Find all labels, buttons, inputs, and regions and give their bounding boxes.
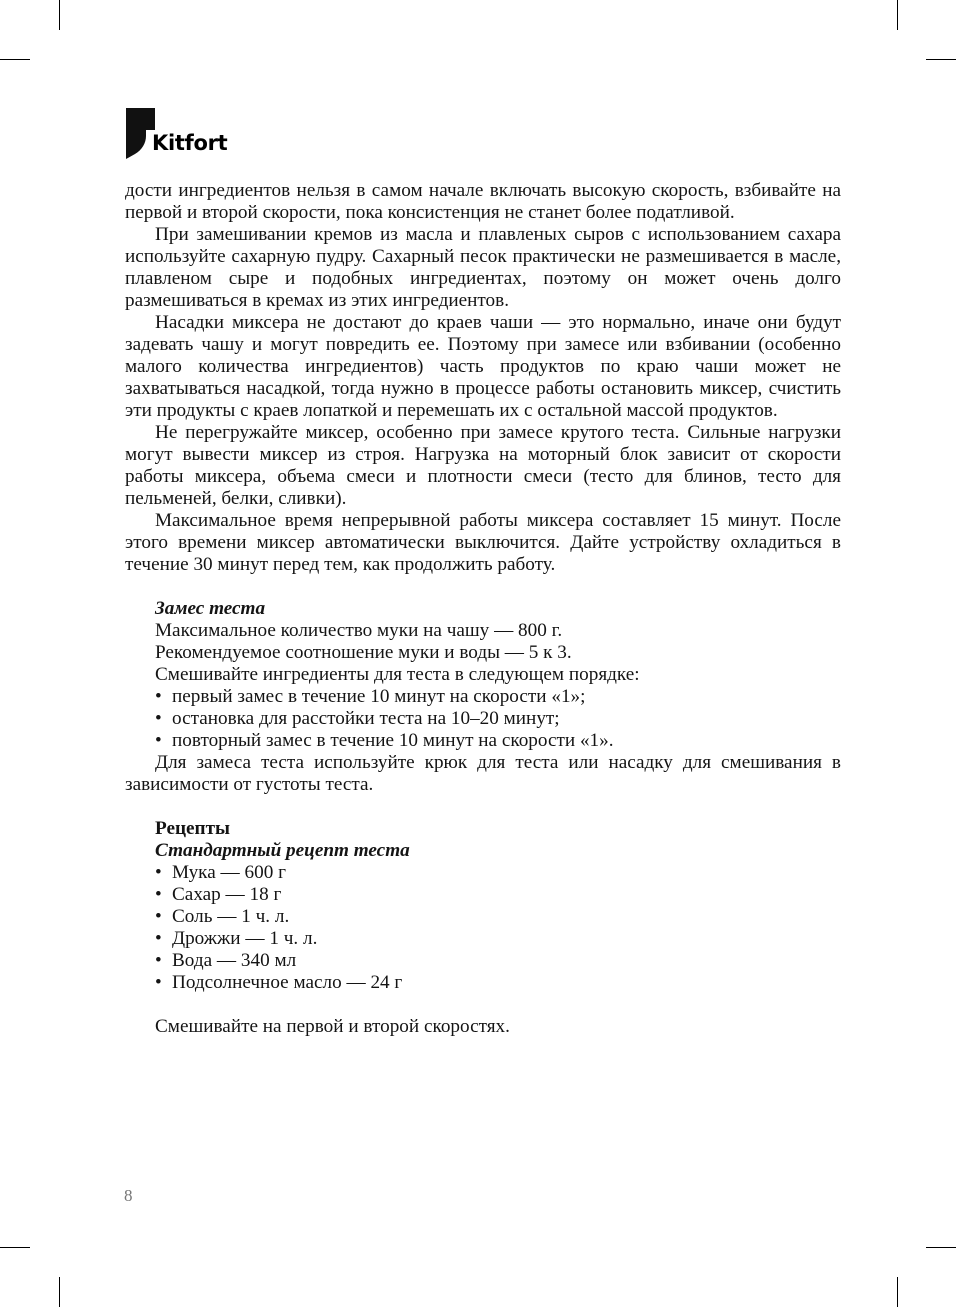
crop-mark	[926, 59, 956, 60]
recipe-title: Стандартный рецепт теста	[155, 840, 410, 861]
paragraph: Не перегружайте миксер, особенно при замесе крутого теста. Сильные нагрузки могут вывести миксер из строя. Нагрузка на моторный блок зависит от скорости работы миксера, объема смеси и плотности смеси (тесто для блинов, тесто для пельменей, белки, сливки).	[125, 422, 841, 509]
page-content	[125, 180, 841, 1038]
section-heading-recipes: Рецепты	[155, 818, 231, 839]
list-item: • Соль — 1 ч. л.	[155, 906, 841, 928]
page-number: 8	[124, 1186, 133, 1205]
dough-note: Для замеса теста используйте крюк для теста или насадку для смешивания в зависимости от густоты теста.	[125, 752, 841, 795]
list-item: • повторный замес в течение 10 минут на скорости «1».	[155, 730, 841, 752]
paragraph: дости ингредиентов нельзя в самом начале включать высокую скорость, взбивайте на первой и второй скорости, пока консистенция не станет более податливой.	[125, 180, 841, 223]
crop-mark	[897, 0, 898, 30]
list-item: • Дрожжи — 1 ч. л.	[155, 928, 841, 950]
crop-mark	[59, 0, 60, 30]
ingredients-list	[125, 862, 841, 994]
paragraph: Максимальное время непрерывной работы миксера составляет 15 минут. После этого времени миксер автоматически выключится. Дайте устройству охладиться в течение 30 минут перед тем, как продолжить работу.	[125, 510, 841, 575]
list-item: • Мука — 600 г	[155, 862, 841, 884]
list-item: • Сахар — 18 г	[155, 884, 841, 906]
dough-ratio: Рекомендуемое соотношение муки и воды — 5 к 3.	[155, 642, 572, 663]
list-item: • Подсолнечное масло — 24 г	[155, 972, 841, 994]
crop-mark	[59, 1277, 60, 1307]
paragraph: При замешивании кремов из масла и плавленых сыров с использованием сахара используйте сахарную пудру. Сахарный песок практически не размешивается в масле, плавленом сыре и подобных ингредиентах, поэтому он может очень долго размешиваться в кремах из этих ингредиентов.	[125, 224, 841, 311]
section-heading-dough: Замес теста	[155, 598, 266, 619]
crop-mark	[897, 1277, 898, 1307]
paragraph: Насадки миксера не достают до краев чаши — это нормально, иначе они будут задевать чашу и могут повредить ее. Поэтому при замесе или взбивании (особенно малого количества ингредиентов) часть продуктов по краю чаши может не захватываться насадкой, тогда нужно в процессе работы остановить миксер, счистить эти продукты с краев лопаткой и перемешать их с остальной массой продуктов.	[125, 312, 841, 421]
crop-mark	[0, 59, 30, 60]
list-item: • Вода — 340 мл	[155, 950, 841, 972]
crop-mark	[926, 1247, 956, 1248]
dough-steps-list	[125, 686, 841, 752]
recipe-instruction: Смешивайте на первой и второй скоростях.	[155, 1016, 510, 1037]
brand-name: Kitfort	[152, 131, 228, 155]
list-item: • первый замес в течение 10 минут на скорости «1»;	[155, 686, 841, 708]
list-item: • остановка для расстойки теста на 10–20 минут;	[155, 708, 841, 730]
dough-max-flour: Максимальное количество муки на чашу — 800 г.	[155, 620, 563, 641]
dough-order: Смешивайте ингредиенты для теста в следующем порядке:	[155, 664, 640, 685]
crop-mark	[0, 1247, 30, 1248]
